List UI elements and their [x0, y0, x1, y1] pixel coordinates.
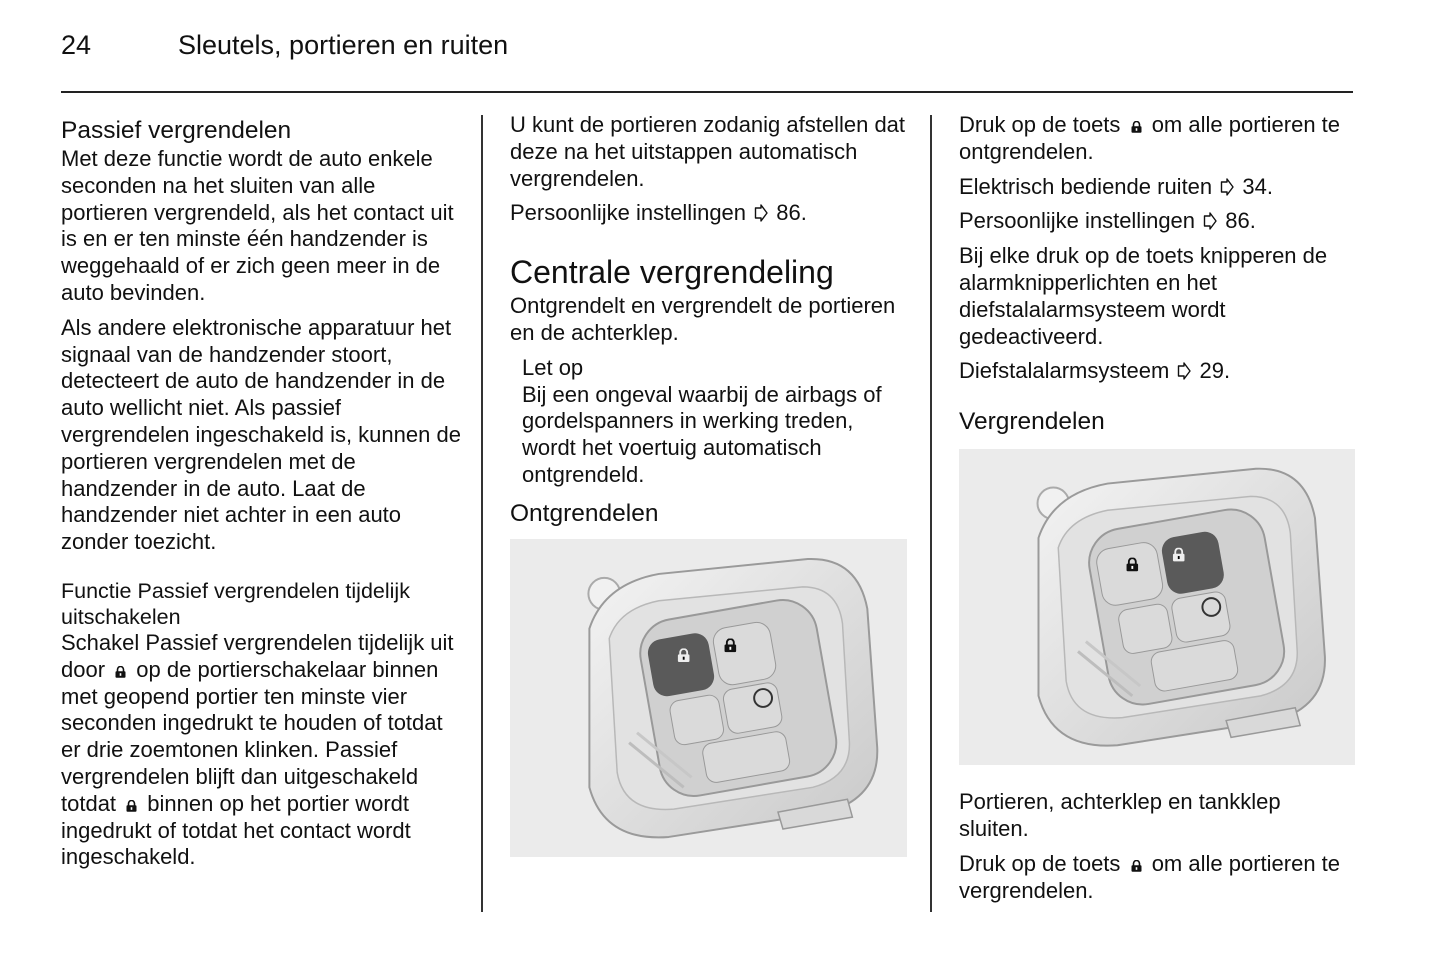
paragraph	[959, 112, 1355, 166]
paragraph: Als andere elektronische apparatuur het signaal van de handzender stoort, detecteert de auto de handzender in de auto wellicht niet. Als passief vergrendelen ingeschakeld is, kunnen de portieren vergrendelen met de handzender in de auto. Laat de handzender niet achter in een auto zonder toezicht.	[61, 314, 461, 555]
section-heading-centrale-vergrendeling: Centrale vergrendeling	[510, 254, 834, 291]
text-span: Diefstalalarmsysteem	[959, 358, 1170, 384]
text-span: Druk op de toets	[959, 112, 1121, 137]
paragraph: Ontgrendelt en vergrendelt de portieren en de achterklep.	[510, 293, 896, 345]
text-span: binnen op het portier wordt ingedrukt of totdat het contact wordt ingeschakeld.	[61, 790, 411, 870]
paragraph-cross-reference	[959, 358, 1355, 385]
paragraph: U kunt de portieren zodanig afstellen dat deze na het uitstappen automatisch vergrendelen.	[510, 112, 906, 191]
column-3	[959, 112, 1355, 912]
lock-icon	[125, 800, 138, 812]
text-span: om alle portieren te ontgrendelen.	[959, 112, 1341, 164]
column-divider-2	[930, 115, 932, 912]
column-1	[61, 116, 463, 879]
page-reference: 86.	[776, 200, 807, 226]
note-box	[510, 355, 910, 489]
text-span: Persoonlijke instellingen	[959, 208, 1196, 234]
subheading-passief-uitschakelen: Functie Passief vergrendelen tijdelijk uitschakelen	[61, 578, 410, 629]
text-span: om alle portieren te vergrendelen.	[959, 850, 1341, 903]
page-reference-arrow-icon	[1203, 212, 1217, 230]
subheading-ontgrendelen: Ontgrendelen	[510, 499, 659, 527]
page-number: 24	[61, 30, 92, 60]
chapter-title: Sleutels, portieren en ruiten	[178, 30, 509, 60]
page-reference-arrow-icon	[754, 204, 768, 222]
paragraph: Bij elke druk op de toets knipperen de alarmknipperlichten en het diefstalalarmsysteem wordt gedeactiveerd.	[959, 243, 1328, 349]
text-span: Druk op de toets	[959, 850, 1121, 876]
paragraph-cross-reference	[510, 200, 910, 227]
paragraph-cross-reference	[959, 208, 1355, 235]
text-span: Schakel Passief vergrendelen tijdelijk uit door	[61, 629, 454, 682]
lock-icon	[1130, 860, 1143, 872]
page-reference-arrow-icon	[1177, 362, 1191, 380]
paragraph: Portieren, achterklep en tankklep sluiten.	[959, 789, 1281, 841]
lock-icon	[1130, 121, 1143, 133]
note-title: Let op	[522, 354, 584, 380]
text-span: Elektrisch bediende ruiten	[959, 173, 1213, 199]
section-heading-passief-vergrendelen: Passief vergrendelen	[61, 117, 292, 144]
page-reference: 34.	[1242, 173, 1273, 199]
note-text: Bij een ongeval waarbij de airbags of gordelspanners in werking treden, wordt het voertuig automatisch ontgrendeld.	[522, 381, 882, 487]
key-fob-lock-figure	[959, 449, 1355, 765]
lock-icon	[114, 666, 127, 678]
key-fob-unlock-figure	[510, 539, 907, 857]
text-span: Persoonlijke instellingen	[510, 200, 747, 226]
remote-key-fob-illustration	[510, 539, 907, 857]
column-divider-1	[481, 115, 483, 912]
text-span: op de portierschakelaar binnen met geopend portier ten minste vier seconden ingedrukt te houden of totdat er drie zoemtonen klinken. Passief vergrendelen blijft dan uitgeschakeld totdat	[61, 656, 443, 816]
remote-key-fob-illustration	[959, 449, 1355, 765]
page-reference: 29.	[1199, 358, 1231, 384]
paragraph	[959, 851, 1355, 905]
paragraph	[61, 630, 463, 871]
paragraph: Met deze functie wordt de auto enkele seconden na het sluiten van alle portieren vergrendeld, als het contact uit is en er ten minste één handzender is weggehaald of er zich geen meer in de auto bevinden.	[61, 146, 454, 305]
column-2	[510, 112, 910, 857]
page-reference-arrow-icon	[1220, 178, 1234, 196]
header-rule	[61, 91, 1353, 93]
page-reference: 86.	[1225, 208, 1256, 234]
subheading-vergrendelen: Vergrendelen	[959, 408, 1105, 436]
paragraph-cross-reference	[959, 174, 1355, 201]
